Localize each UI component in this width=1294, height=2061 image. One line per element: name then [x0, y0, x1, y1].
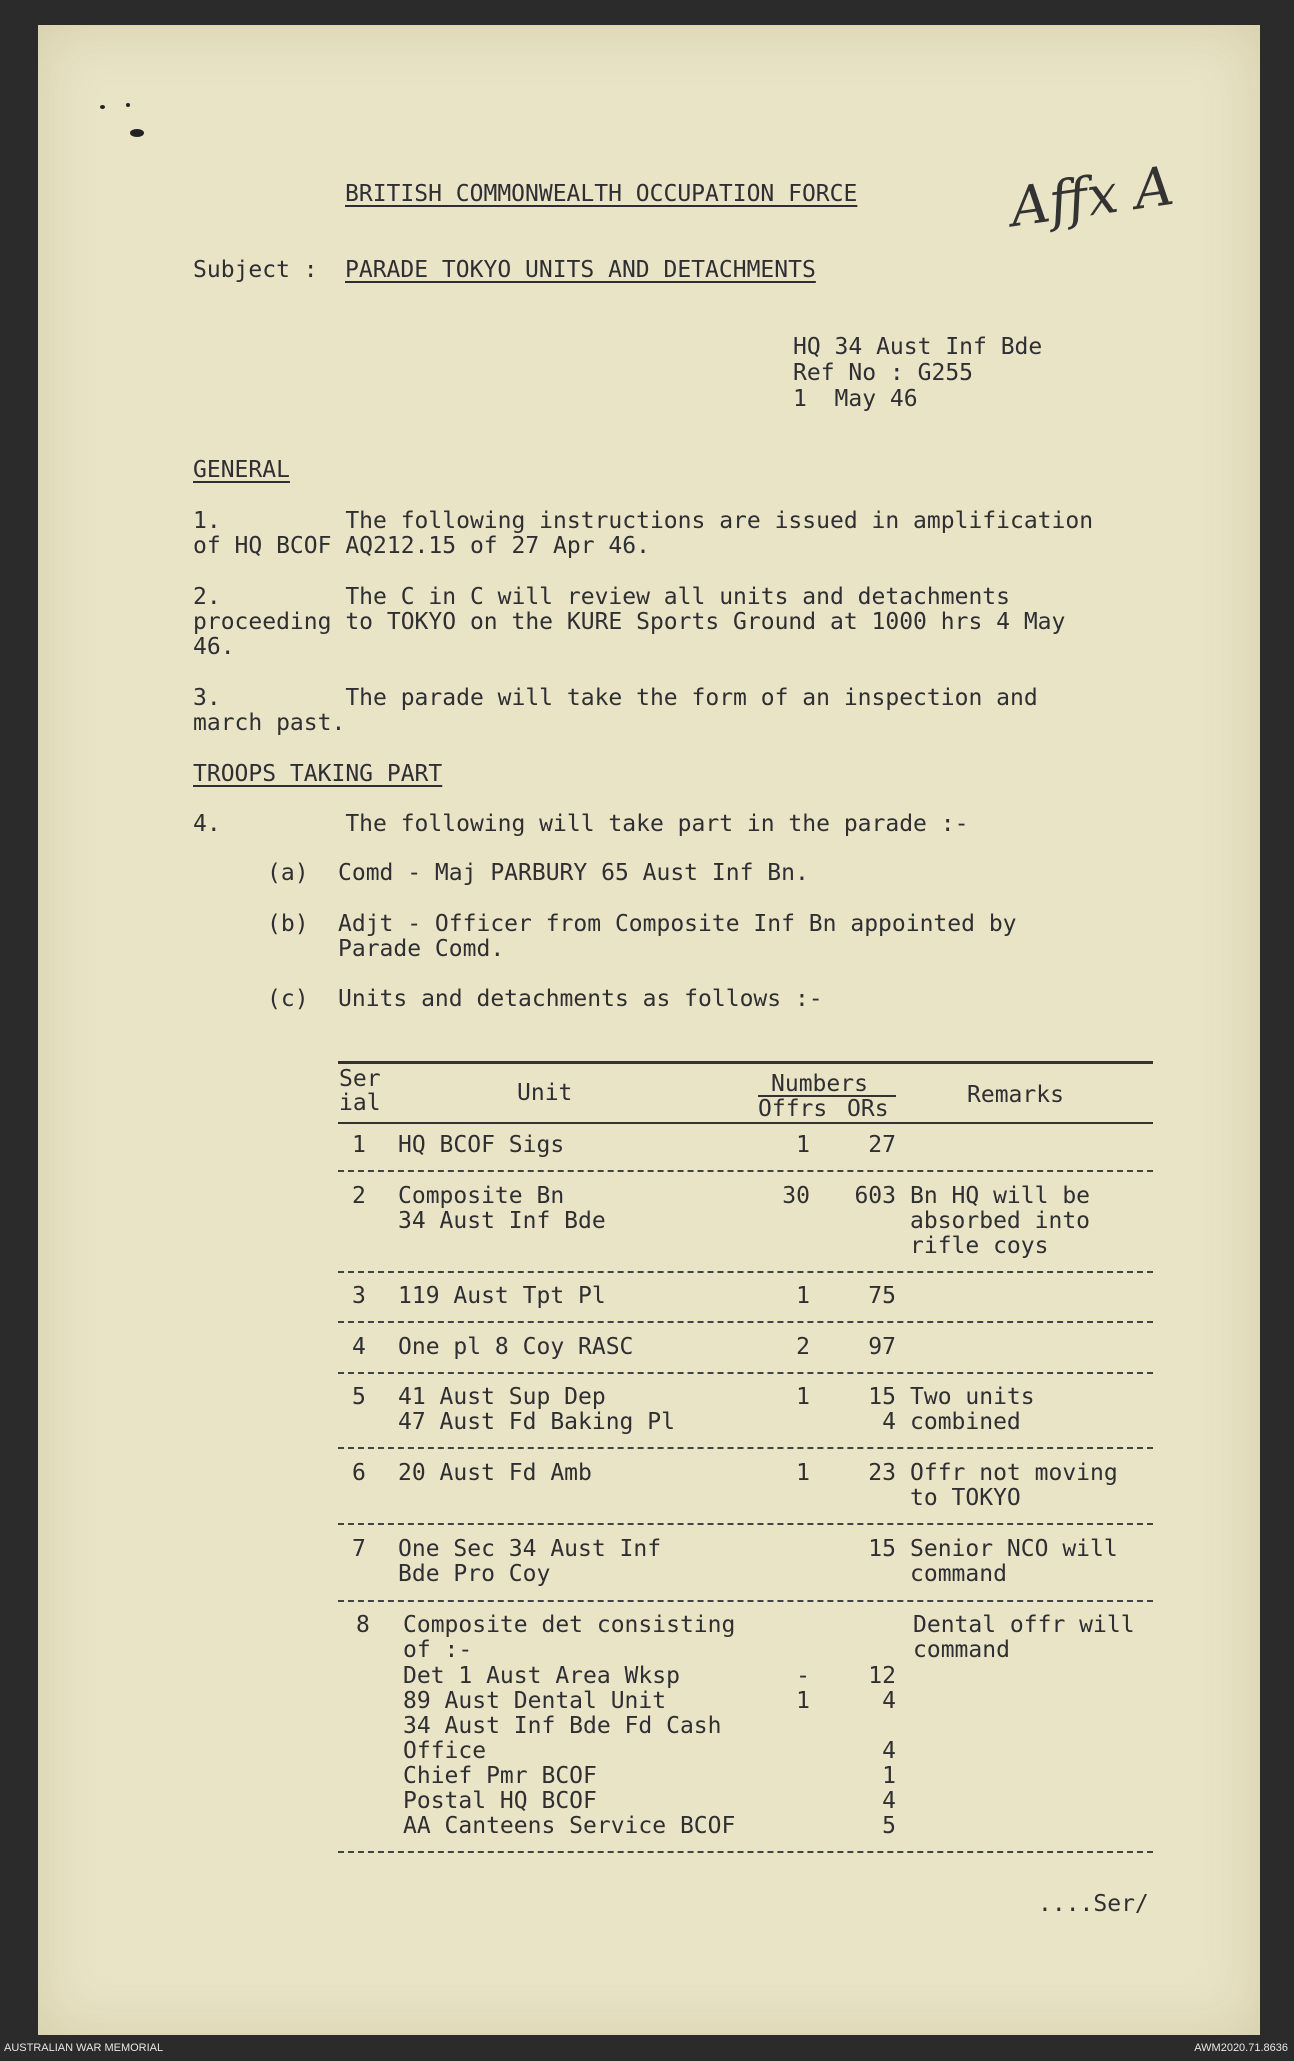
row-1-ors: 27: [868, 1132, 896, 1158]
row-6-serial: 6: [352, 1460, 366, 1486]
org-title: BRITISH COMMONWEALTH OCCUPATION FORCE: [345, 181, 858, 207]
row-6-unit: 20 Aust Fd Amb: [398, 1460, 592, 1486]
troops-heading: TROOPS TAKING PART: [193, 761, 443, 787]
row-5-unit-line2: 47 Aust Fd Baking Pl: [398, 1409, 675, 1435]
row-8-unit-line8: Postal HQ BCOF: [403, 1788, 597, 1814]
header-numbers: Numbers: [771, 1071, 868, 1097]
general-heading: GENERAL: [193, 457, 290, 483]
row-4-unit: One pl 8 Coy RASC: [398, 1334, 634, 1360]
ink-speck: [126, 103, 130, 107]
row-8-unit-line4: 89 Aust Dental Unit: [403, 1688, 667, 1714]
row-3-ors: 75: [868, 1283, 896, 1309]
continuation-marker: ....Ser/: [1038, 1891, 1149, 1917]
row-divider: [338, 1447, 1153, 1449]
row-8-ors-line6: 4: [882, 1738, 896, 1764]
row-2-unit-line2: 34 Aust Inf Bde: [398, 1208, 606, 1234]
row-8-unit-line6: Office: [403, 1738, 487, 1764]
row-7-ors: 15: [868, 1536, 896, 1562]
row-2-offrs: 30: [782, 1183, 810, 1209]
archive-name: AUSTRALIAN WAR MEMORIAL: [4, 2042, 164, 2054]
row-6-ors: 23: [868, 1460, 896, 1486]
subject-title: PARADE TOKYO UNITS AND DETACHMENTS: [345, 257, 816, 283]
item-b-text-line1: Adjt - Officer from Composite Inf Bn appointed by: [338, 911, 1017, 937]
row-divider: [338, 1321, 1153, 1323]
row-divider: [338, 1523, 1153, 1525]
row-5-unit-line1: 41 Aust Sup Dep: [398, 1384, 606, 1410]
row-divider: [338, 1600, 1153, 1602]
item-c-label: (c): [267, 986, 309, 1012]
row-2-remarks-line3: rifle coys: [910, 1233, 1049, 1259]
para-3-line1: 3. The parade will take the form of an inspection and: [193, 685, 1038, 711]
item-c-text: Units and detachments as follows :-: [338, 986, 823, 1012]
row-8-ors-line7: 1: [882, 1763, 896, 1789]
header-offrs: Offrs: [758, 1096, 828, 1122]
ref-unit: HQ 34 Aust Inf Bde: [793, 334, 1043, 360]
row-2-ors: 603: [854, 1183, 896, 1209]
row-3-unit: 119 Aust Tpt Pl: [398, 1283, 606, 1309]
row-divider: [338, 1170, 1153, 1172]
row-8-ors-line9: 5: [882, 1813, 896, 1839]
row-divider: [338, 1271, 1153, 1273]
row-8-offrs-line4: 1: [796, 1688, 810, 1714]
row-4-serial: 4: [352, 1334, 366, 1360]
para-4: 4. The following will take part in the parade :-: [193, 811, 969, 837]
header-bottom-rule: [338, 1122, 1153, 1124]
para-3-line2: march past.: [193, 710, 346, 736]
row-7-serial: 7: [352, 1536, 366, 1562]
archive-footer: [0, 2035, 1294, 2061]
header-unit: Unit: [517, 1080, 573, 1106]
table-top-rule: [338, 1061, 1153, 1064]
item-b-label: (b): [267, 911, 309, 937]
header-serial-1: Ser: [339, 1066, 381, 1092]
row-divider: [338, 1372, 1153, 1374]
row-8-unit-line2: of :-: [403, 1637, 473, 1663]
ink-speck: [100, 105, 105, 109]
subject-label: Subject :: [193, 257, 318, 283]
header-remarks: Remarks: [967, 1082, 1064, 1108]
item-a-text: Comd - Maj PARBURY 65 Aust Inf Bn.: [338, 860, 809, 886]
row-1-offrs: 1: [796, 1132, 810, 1158]
row-5-remarks-line1: Two units: [910, 1384, 1035, 1410]
row-8-ors-line4: 4: [882, 1688, 896, 1714]
row-2-remarks-line1: Bn HQ will be: [910, 1183, 1091, 1209]
row-7-remarks-line1: Senior NCO will: [910, 1536, 1118, 1562]
row-7-unit-line1: One Sec 34 Aust Inf: [398, 1536, 662, 1562]
row-3-offrs: 1: [796, 1283, 810, 1309]
row-8-serial: 8: [356, 1612, 370, 1638]
row-6-remarks-line2: to TOKYO: [910, 1485, 1021, 1511]
row-8-unit-line1: Composite det consisting: [403, 1612, 736, 1638]
handwritten-annotation: Affx A: [1006, 153, 1178, 240]
row-8-unit-line7: Chief Pmr BCOF: [403, 1763, 597, 1789]
row-4-offrs: 2: [796, 1334, 810, 1360]
row-8-unit-line5: 34 Aust Inf Bde Fd Cash: [403, 1713, 722, 1739]
row-2-serial: 2: [352, 1183, 366, 1209]
row-5-offrs: 1: [796, 1384, 810, 1410]
row-4-ors: 97: [868, 1334, 896, 1360]
item-a-label: (a): [267, 860, 309, 886]
para-1-line1: 1. The following instructions are issued in amplification: [193, 508, 1094, 534]
row-7-unit-line2: Bde Pro Coy: [398, 1561, 551, 1587]
row-8-unit-line9: AA Canteens Service BCOF: [403, 1813, 736, 1839]
header-serial-2: ial: [339, 1090, 381, 1116]
row-8-ors-line3: 12: [868, 1663, 896, 1689]
row-8-remarks-line1: Dental offr will: [913, 1612, 1135, 1638]
row-5-serial: 5: [352, 1384, 366, 1410]
row-2-unit-line1: Composite Bn: [398, 1183, 565, 1209]
para-2-line3: 46.: [193, 634, 235, 660]
ink-speck: [130, 129, 144, 137]
para-2-line1: 2. The C in C will review all units and detachments: [193, 584, 1010, 610]
para-2-line2: proceeding to TOKYO on the KURE Sports Ground at 1000 hrs 4 May: [193, 609, 1066, 635]
row-3-serial: 3: [352, 1283, 366, 1309]
header-ors: ORs: [847, 1096, 889, 1122]
ref-date: 1 May 46: [793, 386, 918, 412]
row-1-serial: 1: [352, 1132, 366, 1158]
archive-reference: AWM2020.71.8636: [1194, 2042, 1288, 2054]
row-6-remarks-line1: Offr not moving: [910, 1460, 1118, 1486]
row-5-ors-line2: 4: [882, 1409, 896, 1435]
item-b-text-line2: Parade Comd.: [338, 936, 505, 962]
row-8-offrs-line3: -: [796, 1663, 810, 1689]
row-7-remarks-line2: command: [910, 1561, 1007, 1587]
row-5-ors-line1: 15: [868, 1384, 896, 1410]
row-5-remarks-line2: combined: [910, 1409, 1021, 1435]
para-1-line2: of HQ BCOF AQ212.15 of 27 Apr 46.: [193, 533, 650, 559]
row-6-offrs: 1: [796, 1460, 810, 1486]
row-8-ors-line8: 4: [882, 1788, 896, 1814]
table-bottom-rule: [338, 1851, 1153, 1853]
row-8-unit-line3: Det 1 Aust Area Wksp: [403, 1663, 680, 1689]
row-2-remarks-line2: absorbed into: [910, 1208, 1091, 1234]
row-8-remarks-line2: command: [913, 1637, 1010, 1663]
row-1-unit: HQ BCOF Sigs: [398, 1132, 565, 1158]
ref-number: Ref No : G255: [793, 360, 974, 386]
